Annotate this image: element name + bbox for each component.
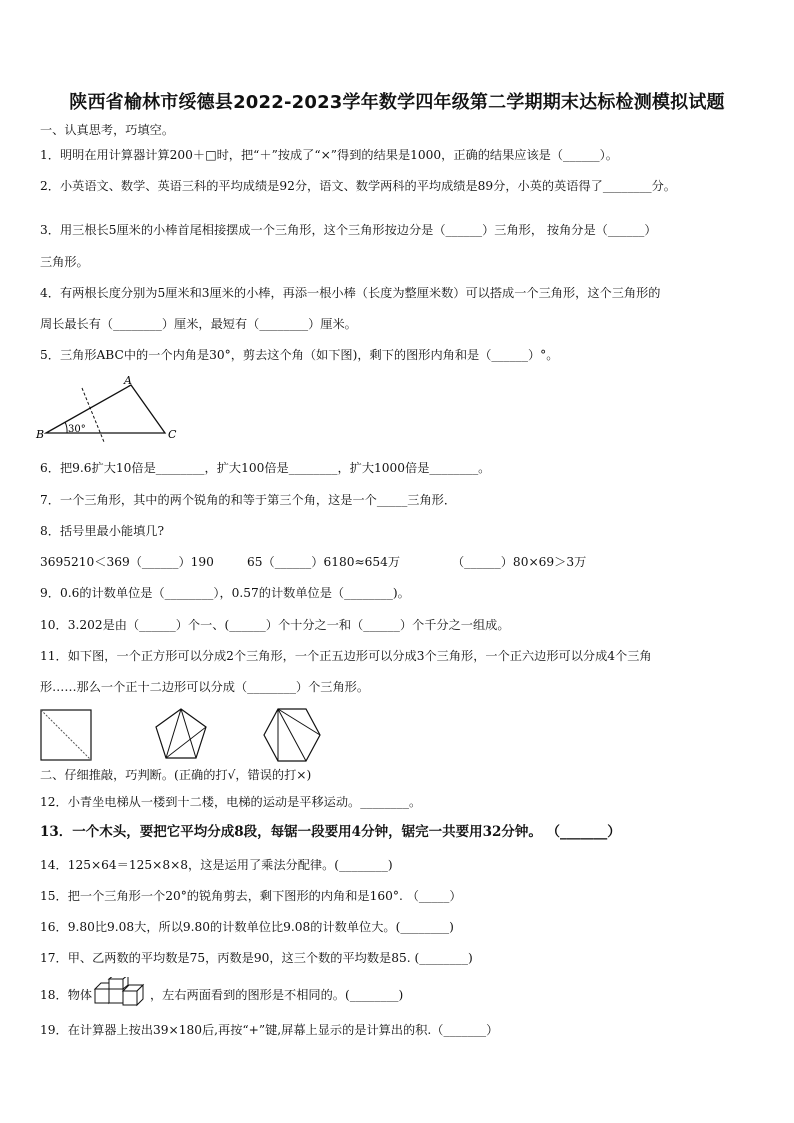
- question-14: 14．125×64＝125×8×8，这是运用了乘法分配律。(________): [40, 858, 393, 872]
- section-2-heading: 二、仔细推敲，巧判断。(正确的打√，错误的打×): [40, 768, 312, 782]
- angle-label: 30°: [68, 424, 86, 435]
- section-1-heading: 一、认真思考，巧填空。: [40, 123, 175, 137]
- question-10: 10．3.202是由（______）个一、(______）个十分之一和（______）个千分之一组成。: [40, 618, 510, 632]
- question-13: 13．一个木头，要把它平均分成8段，每锯一段要用4分钟，锯完一共要用32分钟。 （_______）: [40, 824, 621, 840]
- question-12: 12．小青坐电梯从一楼到十二楼，电梯的运动是平移运动。________。: [40, 795, 422, 809]
- question-3-line-1: 3．用三根长5厘米的小棒首尾相接摆成一个三角形，这个三角形按边分是（______）三角形， 按角分是（______）: [40, 223, 657, 237]
- question-15: 15．把一个三角形一个20°的锐角剪去，剩下图形的内角和是160°. （_____）: [40, 889, 462, 903]
- question-4-line-2: 周长最长有（________）厘米，最短有（________）厘米。: [40, 317, 357, 331]
- question-7: 7．一个三角形，其中的两个锐角的和等于第三个角，这是一个_____三角形．: [40, 493, 457, 507]
- question-18-end: ，左右两面看到的图形是不相同的。(________): [150, 988, 404, 1002]
- vertex-c-label: C: [168, 428, 177, 441]
- cube-object-figure: [93, 977, 149, 1011]
- page-title: 陕西省榆林市绥德县2022-2023学年数学四年级第二学期期末达标检测模拟试题: [69, 92, 725, 113]
- vertex-a-label: A: [124, 374, 132, 387]
- square-figure: [41, 710, 91, 760]
- question-4-line-1: 4．有两根长度分别为5厘米和3厘米的小棒，再添一根小棒（长度为整厘米数）可以搭成一个三角形，这个三角形的: [40, 286, 661, 300]
- question-9: 9．0.6的计数单位是（________），0.57的计数单位是（________)。: [40, 586, 410, 600]
- question-8: 8．括号里最小能填几?: [40, 524, 164, 538]
- question-8-item-c: （______）80×69＞3万: [452, 555, 587, 569]
- question-11-line-2: 形……那么一个正十二边形可以分成（________）个三角形。: [40, 680, 370, 694]
- question-5: 5．三角形ABC中的一个内角是30°，剪去这个角（如下图)，剩下的图形内角和是（______）°。: [40, 348, 559, 362]
- polygon-division-figures: [36, 706, 336, 764]
- triangle-abc-figure: [34, 374, 184, 444]
- question-1: 1．明明在用计算器计算200＋□时，把“＋”按成了“×”得到的结果是1000，正确的结果应该是（______）。: [40, 148, 618, 162]
- question-19: 19．在计算器上按出39×180后,再按“+”键,屏幕上显示的是计算出的积.（_______）: [40, 1023, 499, 1037]
- question-3-line-2: 三角形。: [40, 255, 89, 269]
- vertex-b-label: B: [36, 428, 45, 441]
- pentagon-figure: [156, 709, 206, 758]
- question-8-item-a: 3695210＜369（______）190: [40, 555, 214, 569]
- hexagon-figure: [264, 709, 320, 761]
- question-11-line-1: 11．如下图，一个正方形可以分成2个三角形，一个正五边形可以分成3个三角形，一个正六边形可以分成4个三角: [40, 649, 652, 663]
- triangle-shape: [46, 385, 165, 433]
- question-16: 16．9.80比9.08大，所以9.80的计数单位比9.08的计数单位大。(________): [40, 920, 454, 934]
- question-6: 6．把9.6扩大10倍是________，扩大100倍是________，扩大1000倍是________。: [40, 461, 491, 475]
- question-2: 2．小英语文、数学、英语三科的平均成绩是92分，语文、数学两科的平均成绩是89分，小英的英语得了________分。: [40, 179, 676, 193]
- question-17: 17．甲、乙两数的平均数是75，丙数是90，这三个数的平均数是85. (________): [40, 951, 473, 965]
- angle-arc: [65, 422, 67, 433]
- question-18-start: 18．物体: [40, 988, 93, 1002]
- question-8-item-b: 65（______）6180≈654万: [247, 555, 401, 569]
